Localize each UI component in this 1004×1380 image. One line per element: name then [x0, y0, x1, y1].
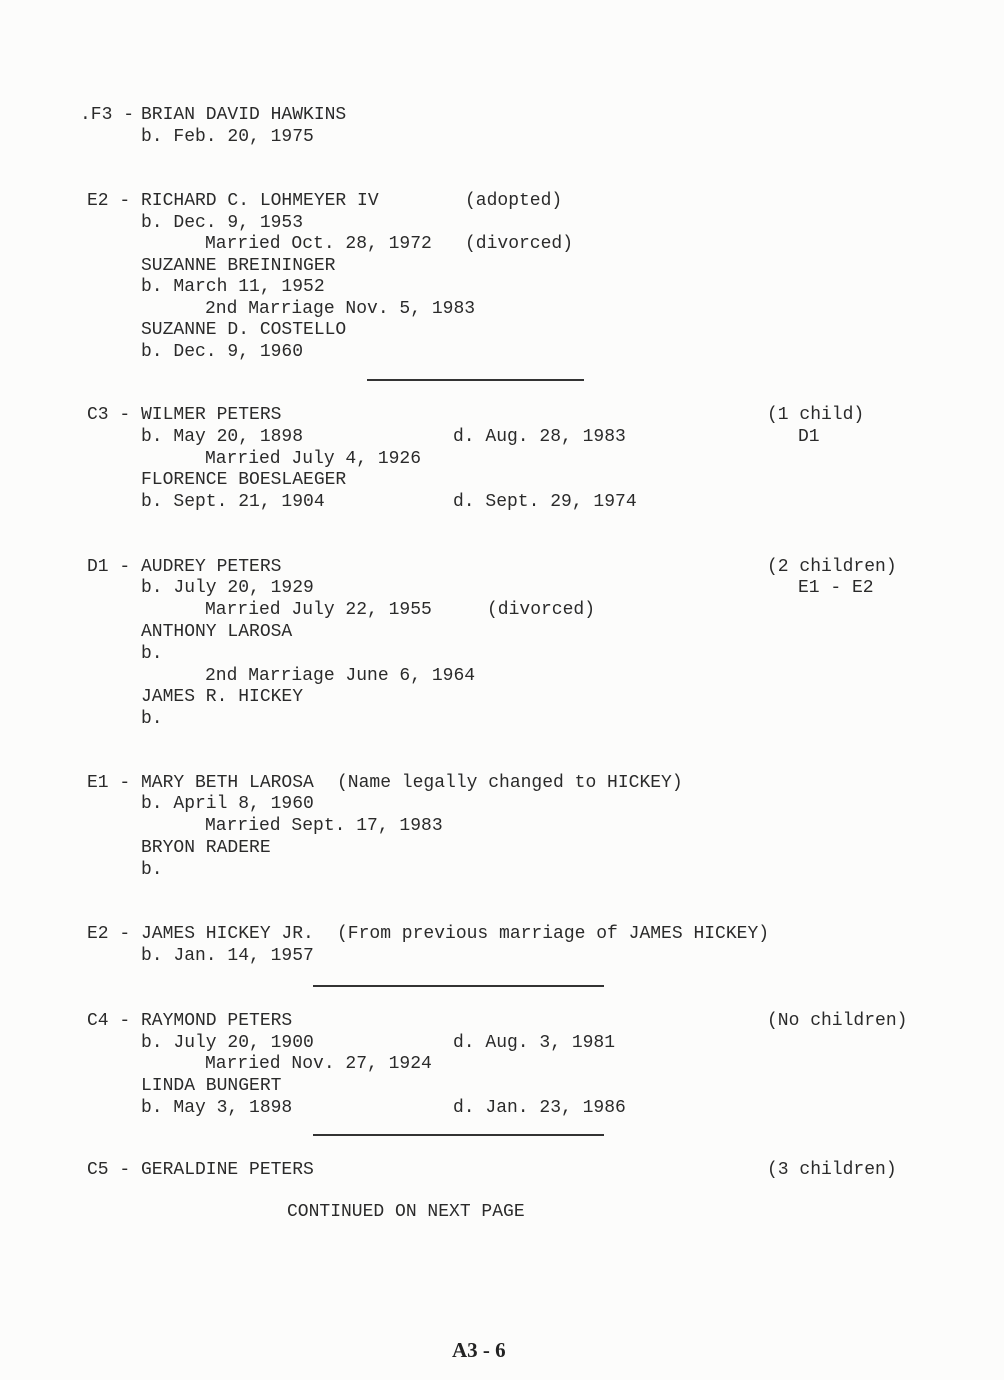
- children-count: (No children): [767, 1011, 908, 1031]
- entry-code: D1 -: [87, 557, 131, 577]
- person-name: BRIAN DAVID HAWKINS: [141, 105, 347, 125]
- birth-date: b. May 20, 1898: [141, 427, 304, 447]
- section-divider: [313, 985, 604, 987]
- marriage-date: Married Nov. 27, 1924: [205, 1054, 432, 1074]
- entry-code: .F3 -: [80, 105, 135, 125]
- birth-date: b. Feb. 20, 1975: [141, 127, 314, 147]
- person-name: MARY BETH LAROSA: [141, 773, 314, 793]
- page-number: A3 - 6: [452, 1338, 506, 1362]
- continued-notice: CONTINUED ON NEXT PAGE: [287, 1202, 525, 1222]
- person-name: RAYMOND PETERS: [141, 1011, 293, 1031]
- person-name: RICHARD C. LOHMEYER IV: [141, 191, 379, 211]
- children-ids: E1 - E2: [798, 578, 874, 598]
- person-name: AUDREY PETERS: [141, 557, 282, 577]
- death-date: d. Aug. 3, 1981: [453, 1033, 616, 1053]
- second-marriage-date: 2nd Marriage Nov. 5, 1983: [205, 299, 476, 319]
- children-count: (1 child): [767, 405, 865, 425]
- death-date: d. Aug. 28, 1983: [453, 427, 626, 447]
- entry-code: E1 -: [87, 773, 131, 793]
- birth-date: b. April 8, 1960: [141, 794, 314, 814]
- spouse-death-date: d. Jan. 23, 1986: [453, 1098, 626, 1118]
- spouse-name: ANTHONY LAROSA: [141, 622, 293, 642]
- adoption-note: (adopted): [465, 191, 563, 211]
- children-count: (3 children): [767, 1160, 897, 1180]
- section-divider: [367, 379, 584, 381]
- spouse-name: JAMES R. HICKEY: [141, 687, 304, 707]
- spouse-birth-date: b.: [141, 860, 163, 880]
- birth-date: b. Jan. 14, 1957: [141, 946, 314, 966]
- divorce-note: (divorced): [487, 600, 596, 620]
- entry-code: C4 -: [87, 1011, 131, 1031]
- children-ids: D1: [798, 427, 820, 447]
- section-divider: [313, 1134, 604, 1136]
- name-change-note: (Name legally changed to HICKEY): [337, 773, 683, 793]
- person-name: WILMER PETERS: [141, 405, 282, 425]
- divorce-note: (divorced): [465, 234, 574, 254]
- entry-code: C3 -: [87, 405, 131, 425]
- spouse-birth-date: b. May 3, 1898: [141, 1098, 293, 1118]
- children-count: (2 children): [767, 557, 897, 577]
- birth-date: b. Dec. 9, 1953: [141, 213, 304, 233]
- spouse-birth-date: b.: [141, 709, 163, 729]
- person-name: JAMES HICKEY JR.: [141, 924, 314, 944]
- spouse-name: SUZANNE D. COSTELLO: [141, 320, 347, 340]
- spouse-death-date: d. Sept. 29, 1974: [453, 492, 637, 512]
- marriage-date: Married July 4, 1926: [205, 449, 422, 469]
- marriage-date: Married Oct. 28, 1972: [205, 234, 432, 254]
- spouse-birth-date: b. March 11, 1952: [141, 277, 325, 297]
- spouse-birth-date: b. Dec. 9, 1960: [141, 342, 304, 362]
- previous-marriage-note: (From previous marriage of JAMES HICKEY): [337, 924, 770, 944]
- entry-code: C5 -: [87, 1160, 131, 1180]
- spouse-name: BRYON RADERE: [141, 838, 271, 858]
- birth-date: b. July 20, 1929: [141, 578, 314, 598]
- marriage-date: Married July 22, 1955: [205, 600, 432, 620]
- spouse-birth-date: b.: [141, 644, 163, 664]
- spouse-birth-date: b. Sept. 21, 1904: [141, 492, 325, 512]
- spouse-name: SUZANNE BREININGER: [141, 256, 336, 276]
- birth-date: b. July 20, 1900: [141, 1033, 314, 1053]
- second-marriage-date: 2nd Marriage June 6, 1964: [205, 666, 476, 686]
- person-name: GERALDINE PETERS: [141, 1160, 314, 1180]
- spouse-name: LINDA BUNGERT: [141, 1076, 282, 1096]
- spouse-name: FLORENCE BOESLAEGER: [141, 470, 347, 490]
- marriage-date: Married Sept. 17, 1983: [205, 816, 443, 836]
- entry-code: E2 -: [87, 924, 131, 944]
- entry-code: E2 -: [87, 191, 131, 211]
